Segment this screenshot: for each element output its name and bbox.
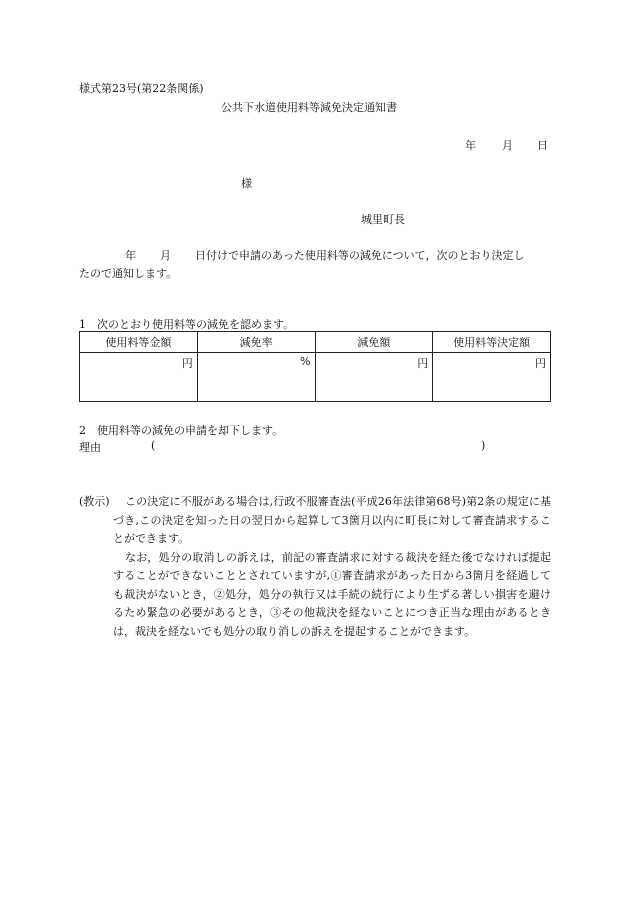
header-fee-amount: 使用料等金額: [80, 332, 198, 353]
date-day: 日: [537, 139, 548, 152]
intro-paragraph: [79, 247, 555, 283]
document-title: 公共下水道使用料等減免決定通知書: [221, 101, 397, 114]
reason-label: 理由: [79, 441, 101, 454]
reason-paren-open: (: [151, 439, 156, 452]
cell-determined-fee: 円: [433, 353, 551, 402]
intro-year: 年: [125, 249, 136, 262]
reduction-table: [79, 331, 551, 402]
date-line: [465, 137, 548, 153]
section2-heading: 2 使用料等の減免の申請を却下します。: [79, 424, 284, 437]
form-number: 様式第23号(第22条関係): [79, 82, 204, 95]
notice-label: (教示): [79, 495, 110, 508]
header-reduction-rate: 減免率: [197, 332, 315, 353]
section1-heading: 1 次のとおり使用料等の減免を認めます。: [79, 318, 295, 331]
intro-month: 月: [160, 249, 171, 262]
header-determined-fee: 使用料等決定額: [433, 332, 551, 353]
addressee-honorific: 様: [241, 177, 252, 190]
intro-line1-text: 日付けで申請のあった使用料等の減免について，次のとおり決定し: [195, 249, 525, 262]
notice-body: [113, 493, 551, 641]
reason-paren-close: ): [481, 439, 486, 452]
intro-line2-text: たので通知します。: [79, 267, 178, 280]
table-row: [80, 353, 551, 402]
notice-paragraph-1: この決定に不服がある場合は,行政不服審査法(平成26年法律第68号)第2条の規定に基づき,この決定を知った日の翌日から起算して3箇月以内に町長に対して審査請求することができます。: [113, 495, 551, 545]
cell-fee-amount: 円: [80, 353, 198, 402]
cell-reduction-amount: 円: [315, 353, 433, 402]
notice-paragraph-2: なお，処分の取消しの訴えは，前記の審査請求に対する裁決を経た後でなければ提起することができないこととされていますが,①審査請求があった日から3箇月を経過しても裁決がないとき，②処分，処分の執行又は手続の続行により生ずる著しい損害を避けるため緊急の必要があるとき，③その他裁決を経ないことにつき正当な理由があるときは，裁決を経ないでも処分の取り消しの訴えを提起することができます。: [113, 550, 551, 638]
header-reduction-amount: 減免額: [315, 332, 433, 353]
issuer-name: 城里町長: [361, 213, 405, 226]
date-month: 月: [502, 139, 513, 152]
cell-reduction-rate: %: [197, 353, 315, 402]
table-header-row: [80, 332, 551, 353]
date-year: 年: [465, 139, 476, 152]
